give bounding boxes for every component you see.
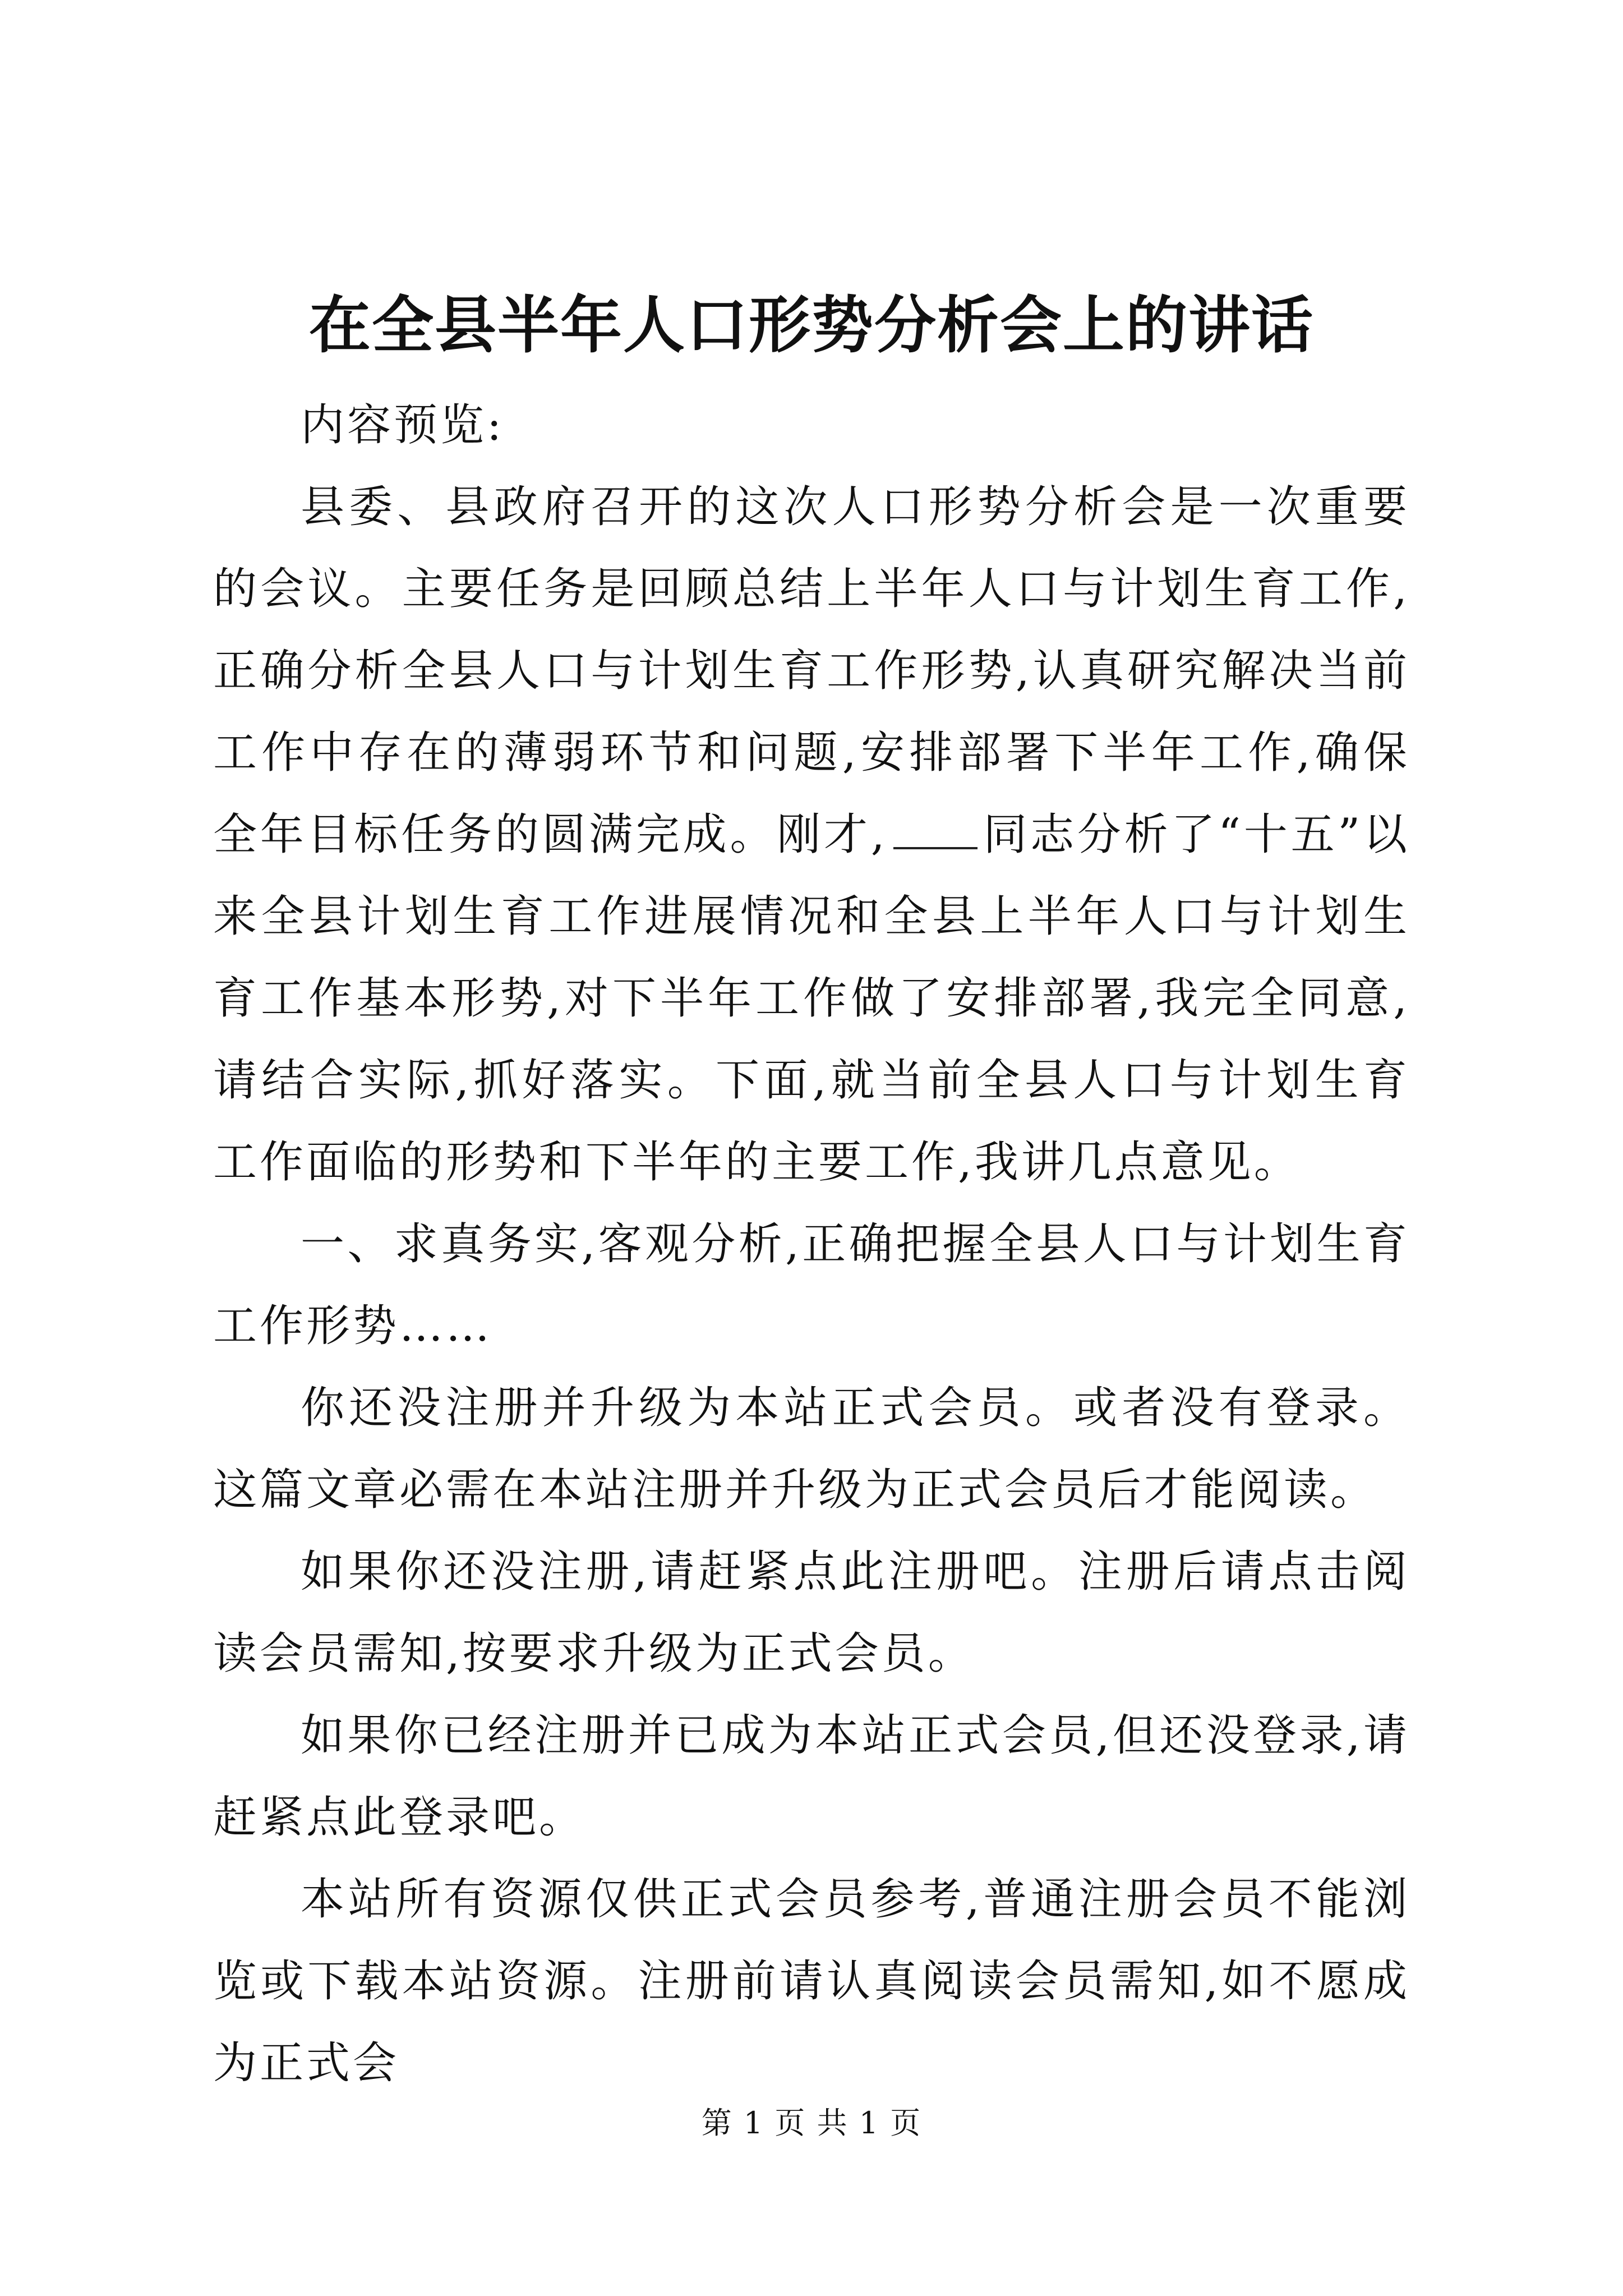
preview-label: 内容预览:	[301, 400, 505, 450]
paragraph-register-prompt: 如果你还没注册,请赶紧点此注册吧。注册后请点击阅读会员需知,按要求升级为正式会员。	[213, 1547, 1410, 1679]
paragraph-intro-part2: 同志分析了“十五”以来全县计划生育工作进展情况和全县上半年人口与计划生育工作基本形势,对下半年工作做了安排部署,我完全同意,请结合实际,抓好落实。下面,就当前全县人口与计划生育工作面临的形势和下半年的主要工作,我讲几点意见。	[213, 809, 1410, 1188]
blank-name-line	[893, 846, 978, 849]
paragraph-intro-part1: 县委、县政府召开的这次人口形势分析会是一次重要的会议。主要任务是回顾总结上半年人口与计划生育工作,正确分析全县人口与计划生育工作形势,认真研究解决当前工作中存在的薄弱环节和问题,安排部署下半年工作,确保全年目标任务的圆满完成。刚才,	[213, 482, 1410, 860]
page-footer: 第 1 页 共 1 页	[701, 2105, 922, 2141]
paragraph-intro	[213, 466, 1410, 1203]
paragraph-section-one: 一、求真务实,客观分析,正确把握全县人口与计划生育工作形势……	[213, 1219, 1410, 1351]
paragraph-login-prompt: 如果你已经注册并已成为本站正式会员,但还没登录,请赶紧点此登录吧。	[213, 1710, 1410, 1843]
document-body	[213, 384, 1410, 2104]
paragraph-member-notice: 你还没注册并升级为本站正式会员。或者没有登录。这篇文章必需在本站注册并升级为正式会员后才能阅读。	[213, 1383, 1410, 1515]
paragraph-resource-notice: 本站所有资源仅供正式会员参考,普通注册会员不能浏览或下载本站资源。注册前请认真阅读会员需知,如不愿成为正式会	[213, 1874, 1410, 2088]
document-title: 在全县半年人口形势分析会上的讲话	[309, 289, 1314, 361]
